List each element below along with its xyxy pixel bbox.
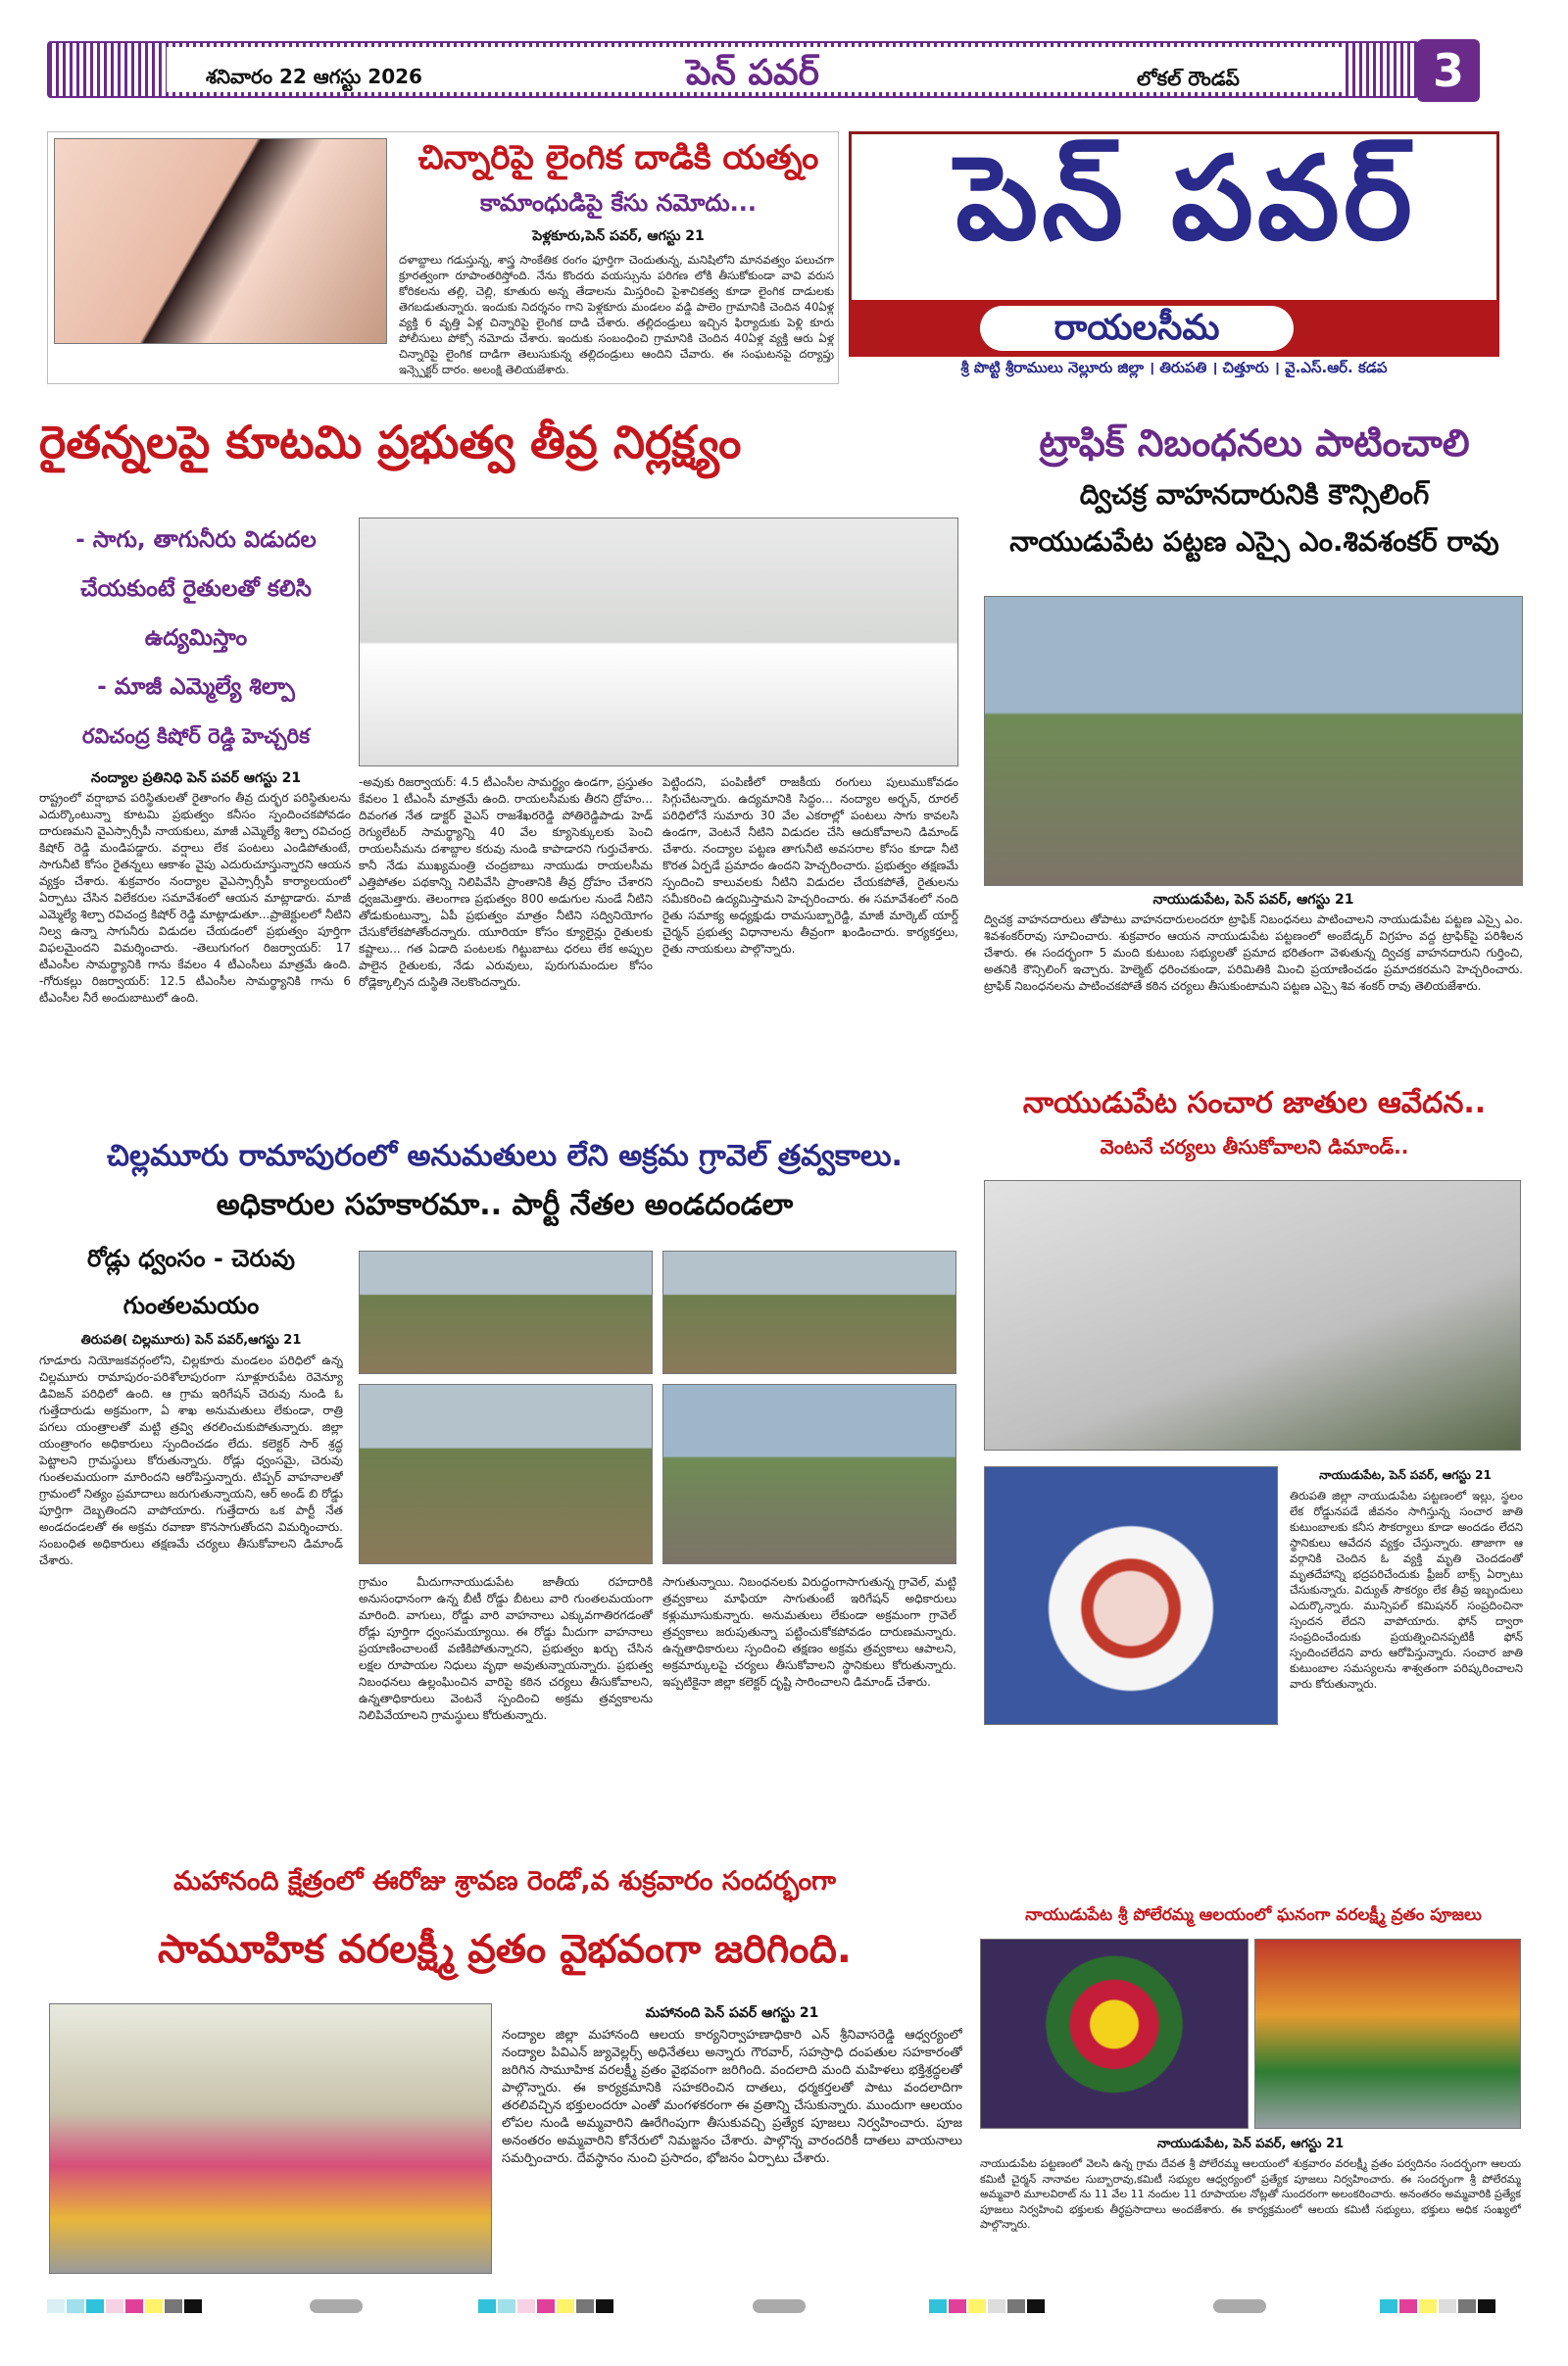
masthead-districts: శ్రీ పొట్టి శ్రీరాములు నెల్లూరు జిల్లా । తిరుపతి । చిత్తూరు । వై.ఎస్.ఆర్. కడప: [849, 357, 1499, 378]
story-farmers-subhead: - మాజీ ఎమ్మెల్యే శిల్పా: [97, 674, 295, 700]
story-gravel-body-mid: గ్రామం మీదుగానాయుడుపేట జాతీయ రహదారికి అనుసంధానంగా ఉన్న బీటీ రోడ్డు బీటలు వారి గుంతలమయంగా మారింది. వాగులు, రోడ్డు వారి వాహనాలు ఎక్కువగాతిరగడంతో రోడ్లు పూర్తిగా ధ్వంసమయ్యాయి. ఈ రోడ్డు మీదుగా వాహనాలు ప్రయాణించాలంటే వణికిపోతున్నారని, ప్రభుత్వం ఖర్చు చేసిన లక్షల రూపాయల నిధులు వృథా అవుతున్నాయన్నారు. ప్రభుత్వ నిబంధనలు ఉల్లంఘించిన వారిపై కఠిన చర్యలు తీసుకోవాలని, ఉన్నతాధికారులు వెంటనే స్పందించి అక్రమ త్రవ్వకాలను నిలిపివేయాలని గ్రామస్థులు కోరుతున్నారు.: [359, 1575, 653, 1722]
color-swatch: [576, 2299, 594, 2313]
story-traffic-headline: ట్రాఫిక్ నిబంధనలు పాటించాలి: [1039, 421, 1470, 465]
color-swatch: [1399, 2299, 1417, 2313]
story-traffic-body: ద్విచక్ర వాహనదారులు తోపాటు వాహనదారులందరూ ట్రాఫిక్ నిబంధనలు పాటించాలని నాయుడుపేట పట్టణ ఎస్సై ఎం. శివశంకర్‌రావు సూచించారు. శుక్రవారం ఆయన నాయుడుపేట పట్టణంలో అంబేడ్కర్ విగ్రహం వద్ద ట్రాఫిక్‌పై పరిశీలన చేశారు. ఈ సందర్భంగా 5 మంది కుటుంబ సభ్యులతో ప్రమాద భరితంగా వెళుతున్న ద్విచక్ర వాహనదారుని గుర్తించి, అతనికి కౌన్సిలింగ్ ఇచ్చారు. హెల్మెట్ ధరించకుండా, పరిమితికి మించి ప్రయాణించడం ప్రమాదకరమని హెచ్చరించారు. ట్రాఫిక్ నిబంధనలను పాటించకపోతే కఠిన చర్యలు తీసుకుంటామని పట్టణ ఎస్సై శివ శంకర్ రావు తెలియజేశారు.: [984, 912, 1523, 993]
story-gravel-headline-1: చిల్లమూరు రామాపురంలో అనుమతులు లేని అక్రమ గ్రావెల్ త్రవ్వకాలు.: [107, 1139, 903, 1173]
color-swatch: [1478, 2299, 1495, 2313]
story-farmers-body-mid: -అవుకు రిజర్వాయర్: 4.5 టీఎంసీల సామర్థ్యం ఉండగా, ప్రస్తుతం కేవలం 1 టీఎంసీ మాత్రమే ఉంది. రాయలసీమకు తీరని ద్రోహం... దివంగత నేత డాక్టర్ వైఎస్ రాజశేఖరరెడ్డి పోతిరెడ్డిపాడు హెడ్ రెగ్యులేటర్ సామర్థ్యాన్ని 40 వేల క్యూసెక్కులకు పెంచి రాయలసీమను దశాబ్దాల కరువు నుండి కాపాడారని గుర్తుచేశారు. కానీ నేడు ముఖ్యమంత్రి చంద్రబాబు నాయుడు రాయలసీమ ఎత్తిపోతల పథకాన్ని నిలిపివేసి ప్రాంతానికి తీవ్ర ద్రోహం చేశారని ధ్వజమెత్తారు. తెలంగాణ ప్రభుత్వం 800 అడుగుల నుండే నీటిని తోడుకుంటున్నా, ఏపీ ప్రభుత్వం మాత్రం నీటిని సద్వినియోగం చేసుకోలేకపోతోందన్నారు. యూరియా కోసం క్యూలైన్లు రైతులకు కష్టాలు... గత ఏడాది పంటలకు గిట్టుబాటు ధరలు లేక అప్పుల పాలైన రైతులకు, నేడు ఎరువులు, పురుగుమందుల కోసం రోడ్లెక్కాల్సిన దుస్థితి నెలకొందన్నారు.: [359, 775, 653, 989]
story-farmers-photo: [359, 518, 958, 766]
story-traffic-photo: [984, 596, 1523, 886]
story-assault-subhead: కామాంధుడిపై కేసు నమోదు...: [479, 189, 758, 217]
story-mortuary-dateline: నాయుడుపేట, పెన్ పవర్, ఆగస్టు 21: [1319, 1468, 1492, 1482]
story-mortuary-subhead: వెంటనే చర్యలు తీసుకోవాలని డిమాండ్..: [1100, 1135, 1409, 1158]
color-swatch: [1027, 2299, 1045, 2313]
registration-pill: [1213, 2299, 1266, 2313]
story-temple-photo-idol: [980, 1939, 1249, 2129]
color-swatch: [929, 2299, 947, 2313]
story-farmers-headline: రైతన్నలపై కూటమి ప్రభుత్వ తీవ్ర నిర్లక్ష్యం: [39, 416, 742, 468]
color-swatch: [125, 2299, 143, 2313]
story-gravel-subhead-1: రోడ్లు ధ్వంసం - చెరువు: [87, 1245, 295, 1272]
issue-date: శనివారం 22 ఆగస్టు 2026: [206, 65, 422, 88]
color-swatch: [165, 2299, 182, 2313]
story-temple-photo-shrine: [1254, 1939, 1521, 2129]
story-gravel-photo-3: [359, 1384, 653, 1564]
story-mortuary-headline: నాయుడుపేట సంచార జాతుల ఆవేదన..: [1022, 1086, 1487, 1120]
story-farmers-body-right: పెట్టిందని, పంపిణీలో రాజకీయ రంగులు పులుముకోవడం సిగ్గుచేటన్నారు. ఉద్యమానికి సిద్ధం... నంద్యాల అర్బన్, రూరల్ పరిధిలోనే సుమారు 30 వేల ఎకరాల్లో పంటలు సాగు కావలసి ఉండగా, వెంటనే నీటిని విడుదల చేసి ఆదుకోవాలని డిమాండ్ చేశారు. నంద్యాల పట్టణ తాగునీటి అవసరాల కోసం కూడా నీటి కొరత ఏర్పడే ప్రమాదం ఉందని హెచ్చరించారు. ప్రభుత్వం తక్షణమే స్పందించి కాలువలకు నీటిని విడుదల చేయకపోతే, రైతులను సమీకరించి ఉద్యమిస్తామని హెచ్చరించారు. ఈ సమావేశంలో నంది రైతు సమాక్య అధ్యక్షుడు రామసుబ్బారెడ్డి, మాజీ మార్కెట్ యార్డ్ చైర్మన్ ప్రభుత్వ విధానాలను తీవ్రంగా ఖండించారు. కార్యకర్తలు, రైతు నాయకులు పాల్గొన్నారు.: [662, 775, 958, 956]
story-assault: [47, 131, 839, 384]
color-swatch: [1458, 2299, 1476, 2313]
story-assault-dateline: పెళ్లకూరు,పెన్ పవర్, ఆగస్టు 21: [532, 228, 705, 244]
color-swatch: [596, 2299, 613, 2313]
color-swatch: [145, 2299, 163, 2313]
masthead-title: పెన్ పవర్: [956, 129, 1416, 266]
registration-pill: [753, 2299, 806, 2313]
story-gravel-photo-4: [662, 1384, 956, 1564]
page-number-badge: 3: [1417, 39, 1480, 102]
color-swatch: [988, 2299, 1005, 2313]
story-varalakshmi-body: నంద్యాల జిల్లా మహానంది ఆలయ కార్యనిర్వాహణాధికారి ఎన్ శ్రీనివాసరెడ్డి ఆధ్వర్యంలో నంద్యాల పివిఎన్ జ్యువెల్లర్స్ అధినేతలు అన్నారు గౌరవార్, సహస్రాధి దంపతుల సహకారంతో జరిగిన సామూహిక వరలక్ష్మీ వ్రతం వైభవంగా జరిగింది. వందలాది మంది మహిళలు భక్తిశ్రద్ధలతో పాల్గొన్నారు. ఈ కార్యక్రమానికి సహకరించిన దాతలు, ధర్మకర్తలతో పాటు వందలాదిగా తరలివచ్చిన భక్తులందరూ ఎంతో మంగళకరంగా ఈ వ్రతాన్ని చేసుకున్నారు. ముందుగా ఆలయం లోపల నుండి అమ్మవారిని ఊరేగింపుగా తీసుకువచ్చి ప్రత్యేక పూజలు నిర్వహించారు. పూజ అనంతరం అమ్మవారిని కోనేరులో నిమజ్జనం చేశారు. పాల్గొన్న వారందరికీ దాతలు వాయనాలు సమర్పించారు. దేవస్థానం నుంచి ప్రసాదం, భోజనం ఏర్పాటు చేశారు.: [502, 2028, 962, 2166]
color-swatch: [498, 2299, 515, 2313]
story-mortuary-body: తిరుపతి జిల్లా నాయుడుపేట పట్టణంలో ఇల్లు, స్థలం లేక రోడ్డునపడే జీవనం సాగిస్తున్న సంచార జాతి కుటుంబాలకు కనీస సౌకర్యాలు కూడా అందడం లేదని స్థానికులు ఆవేదన వ్యక్తం చేస్తున్నారు. తాజాగా ఆ వర్గానికి చెందిన ఓ వ్యక్తి మృతి చెందడంతో మృతదేహాన్ని భద్రపరిచేందుకు ఫ్రీజర్ బాక్స్ ఏర్పాటు చేసుకున్నారు. విద్యుత్ సౌకర్యం లేక తీవ్ర ఇబ్బందులు ఎదుర్కొన్నారు. మున్సిపల్ కమిషనర్ సంప్రదించినా స్పందన లేదని వాపోయారు. ఫోన్ ద్వారా సంప్రదించేందుకు ప్రయత్నించినప్పటికీ ఫోన్ స్పందించలేదని వారు ఆరోపిస్తున్నారు. సంచార జాతి కుటుంబాల సమస్యలను శాశ్వతంగా పరిష్కరించాలని వారు కోరుతున్నారు.: [1290, 1489, 1523, 1691]
story-traffic-subhead-1: ద్విచక్ర వాహనదారునికి కౌన్సిలింగ్: [1079, 478, 1430, 511]
color-swatch: [67, 2299, 84, 2313]
story-varalakshmi-headline-1: మహానంది క్షేత్రంలో ఈరోజు శ్రావణ రెండో,వ శుక్రవారం సందర్భంగా: [172, 1866, 837, 1897]
masthead-region: రాయలసీమ: [980, 306, 1294, 351]
story-gravel-dateline: తిరుపతి( చిల్లమూరు) పెన్ పవర్,ఆగస్టు 21: [80, 1333, 302, 1348]
color-swatch: [1380, 2299, 1397, 2313]
story-assault-headline: చిన్నారిపై లైంగిక దాడికి యత్నం: [417, 138, 819, 177]
story-temple-body: నాయుడుపేట పట్టణంలో వెలసి ఉన్న గ్రామ దేవత శ్రీ పోలేరమ్మ ఆలయంలో శుక్రవారం వరలక్ష్మీ వ్రతం పర్వదినం సందర్భంగా ఆలయ కమిటీ చైర్మన్ నానావల సుబ్బారావు,కమిటీ సభ్యుల ఆధ్వర్యంలో ప్రత్యేక పూజలు నిర్వహించారు. ఈ సందర్భంగా శ్రీ పోలేరమ్మ అమ్మవారి మూలవిరాట్ ను 11 వేల 11 నందుల 11 రూపాయల నోట్లతో సుందరంగా అలంకరించారు. అనంతరం అమ్మవారికి ప్రత్యేక పూజలు నిర్వహించి భక్తులకు తీర్థప్రసాదాలు అందజేశారు. ఈ కార్యక్రమంలో ఆలయ కమిటీ సభ్యులు, భక్తులు అధిక సంఖ్యలో పాల్గొన్నారు.: [980, 2157, 1521, 2231]
story-farmers-body-left: రాష్ట్రంలో వర్షాభావ పరిస్థితులతో రైతాంగం తీవ్ర దుర్భర పరిస్థితులను ఎదుర్కొంటున్నా కూటమి ప్రభుత్వం కనీసం స్పందించకపోవడం దారుణమని వైఎస్సార్సీపీ నాయకులు, మాజీ ఎమ్మెల్యే శిల్పా రవిచంద్ర కిషోర్ రెడ్డి మండిపడ్డారు. వర్షాలు లేక పంటలు ఎండిపోతుంటే, సాగునీటి కోసం రైతన్నలు ఆకాశం వైపు ఎదురుచూస్తున్నారని ఆయన వ్యక్తం చేశారు. శుక్రవారం నంద్యాల వైఎస్సార్సీపీ కార్యాలయంలో ఏర్పాటు చేసిన విలేకరుల సమావేశంలో ఆయన మాట్లాడారు. మాజీ ఎమ్మెల్యే శిల్పా రవిచంద్ర కిషోర్ రెడ్డి మాట్లాడుతూ...ప్రాజెక్టులలో నీటిని నిల్వ ఉన్నా సాగునీరు విడుదల చేయడంలో ప్రభుత్వం పూర్తిగా విఫలమైందని విమర్శించారు. -తెలుగుగంగ రిజర్వాయర్: 17 టీఎంసీల సామర్థ్యానికి గాను కేవలం 4 టీఎంసీలు మాత్రమే ఉంది. -గోరుకల్లు రిజర్వాయర్: 12.5 టీఎంసీల సామర్థ్యానికి గాను 6 టీఎంసీల నీరే అందుబాటులో ఉంది.: [39, 791, 351, 1005]
story-gravel-body-left: గూడూరు నియోజకవర్గంలోని, చిల్లకూరు మండలం పరిధిలో ఉన్న చిల్లమూరు రామాపురం-పరిశోలాపురంగా సూళ్లూరుపేట రెవెన్యూ డివిజన్ పరిధిలో ఉంది. ఆ గ్రామ ఇరిగేషన్ చెరువు నుండి ఓ గుత్తేదారుడు అక్రమంగా, ఏ శాఖ అనుమతులు లేకుండా, రాత్రి పగలు యంత్రాలతో మట్టి త్రవ్వి తరలించుకుపోతున్నారు. జిల్లా యంత్రాంగం అధికారులు స్పందించడం లేదు. కలెక్టర్ సార్ శ్రద్ధ పెట్టాలని గ్రామస్థులు కోరుతున్నారు. రోడ్లు ధ్వంసమై, చెరువు గుంతలమయంగా మారిందని ఆరోపిస్తున్నారు. టిప్పర్ వాహనాలతో గ్రామంలో నిత్యం ప్రమాదాలు జరుగుతున్నాయని, ఆర్ అండ్ బి రోడ్డు పూర్తిగా దెబ్బతిందని వాపోయారు. గుత్తేదారు ఒక పార్టీ నేత అండదండలతో ఈ అక్రమ రవాణా కొనసాగుతోందని విమర్శించారు. సంబంధిత అధికారులు తక్షణమే చర్యలు తీసుకోవాలని డిమాండ్ చేశారు.: [39, 1354, 343, 1567]
story-farmers-subhead: చేయకుంటే రైతులతో కలిసి: [80, 576, 312, 602]
color-swatch: [1439, 2299, 1456, 2313]
story-traffic-subhead-2: నాయుడుపేట పట్టణ ఎస్సై ఎం.శివశంకర్ రావు: [1009, 525, 1499, 558]
story-temple-headline: నాయుడుపేట శ్రీ పోలేరమ్మ ఆలయంలో ఘనంగా వరలక్ష్మీ వ్రతం పూజలు: [1025, 1905, 1482, 1925]
registration-pill: [310, 2299, 363, 2313]
color-swatch: [949, 2299, 966, 2313]
header-brand-name: పెన్ పవర్: [686, 53, 819, 93]
color-swatch: [478, 2299, 496, 2313]
story-farmers-dateline: నంద్యాల ప్రతినిధి పెన్ పవర్ ఆగస్టు 21: [90, 770, 302, 786]
story-farmers-subheads: [39, 516, 353, 761]
story-temple-dateline: నాయుడుపేట, పెన్ పవర్, ఆగస్టు 21: [1156, 2137, 1345, 2151]
story-varalakshmi-photo: [49, 2003, 492, 2274]
color-swatch: [968, 2299, 986, 2313]
story-gravel-photo-2: [662, 1251, 956, 1374]
story-mortuary-photo-freezer: [984, 1180, 1521, 1451]
section-name: లోకల్ రౌండప్: [1137, 67, 1240, 90]
story-varalakshmi-headline-2: సామూహిక వరలక్ష్మీ వ్రతం వైభవంగా జరిగింది.: [157, 1927, 853, 1972]
story-gravel-headline-2: అధికారుల సహకారమా.. పార్టీ నేతల అండదండలా: [216, 1188, 794, 1222]
color-swatch: [1419, 2299, 1437, 2313]
story-assault-body: దళాబ్దాలు గడుస్తున్న, శాస్త్ర సాంకేతిక రంగం ఫూర్తిగా చెందుతున్న, మనిషిలోని మానవత్వం పలుచగా క్రూరత్వంగా రూపాంతరిస్తోంది. నేను కొందరు వయస్సును పరిగణ లోకి తీసుకోకుండా వావి వరుస కోరికలను తల్లి, చెల్లి, కూతురు అన్న తేడాలను మిస్తరించి పైశాచికత్వ కూడా లైంగిక దాడులకు తెగబడుతున్నారు. ఇందుకు నిదర్శనం గాని పెళ్లకూరు మండలం వడ్డి పాలెం గ్రామానికి చెందిన 40ఏళ్ల వ్యక్తి 6 వృత్తి ఏళ్ల చిన్నారిపై లైంగిక దాడి చేశారు. తల్లిదండ్రులు ఇచ్చిన ఫిర్యాదుకు పెళ్లి కూరు పోలీసులు పోక్సో నమోదు చేశారు. ఇందుకు సంబంధించి గ్రామానికి చెందిన 40ఏళ్ల వ్యక్తి ఆరు ఏళ్ల చిన్నారిపై లైంగిక దాడిగా తెలుసుకున్న తల్లిదండ్రులు ఆందిని చేవారు. ఈ సంఘటనపై దర్యాప్తు ఇన్స్పెక్టర్ దారం. అలంక్షి తెలియజేశారు.: [399, 253, 834, 376]
story-gravel-subhead-2: గుంతలమయం: [122, 1292, 260, 1319]
color-swatch: [1007, 2299, 1025, 2313]
color-swatch: [86, 2299, 104, 2313]
color-swatch: [47, 2299, 65, 2313]
color-swatch: [557, 2299, 574, 2313]
color-swatch: [106, 2299, 123, 2313]
story-farmers-subhead: రవిచంద్ర కిషోర్ రెడ్డి హెచ్చరిక: [81, 724, 311, 748]
color-swatch: [537, 2299, 555, 2313]
print-color-bar: [47, 2299, 1521, 2317]
story-gravel-photo-1: [359, 1251, 653, 1374]
story-farmers-subhead: - సాగు, తాగునీరు విడుదల: [75, 527, 317, 553]
story-traffic-dateline: నాయుడుపేట, పెన్ పవర్, ఆగస్టు 21: [1152, 892, 1354, 908]
story-varalakshmi-dateline: మహానంది పెన్ పవర్ ఆగస్టు 21: [645, 2005, 819, 2021]
story-farmers-subhead: ఉద్యమిస్తాం: [144, 625, 248, 651]
color-swatch: [184, 2299, 202, 2313]
story-gravel-body-right: సాగుతున్నాయి. నిబంధనలకు విరుద్ధంగాసాగుతున్న గ్రావెల్, మట్టి త్రవ్వకాలు మాఫియా సాగుతుంటే ఇరిగేషన్ అధికారులు కళ్లుమూసుకున్నారు. అనుమతులు లేకుండా అక్రమంగా గ్రావెల్ త్రవ్వకాలు జరుపుతున్నా పట్టించుకోకపోవడం దారుణమన్నారు. ఉన్నతాధికారులు స్పందించి తక్షణం అక్రమ త్రవ్వకాలు ఆపాలని, అక్రమార్కులపై చర్యలు తీసుకోవాలని స్థానికులు కోరుతున్నారు. ఇప్పటికైనా జిల్లా కలెక్టర్ దృష్టి సారించాలని డిమాండ్ చేశారు.: [662, 1575, 956, 1689]
color-swatch: [517, 2299, 535, 2313]
